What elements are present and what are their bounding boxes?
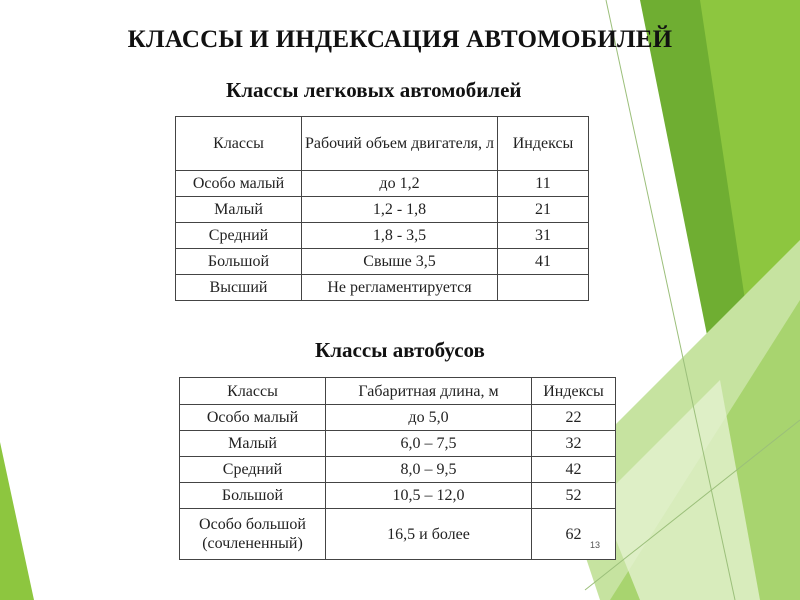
table-cell: Малый xyxy=(180,431,326,457)
table-cell: 62 xyxy=(532,509,616,560)
table-row xyxy=(176,249,589,275)
left-stripe xyxy=(0,442,34,600)
table-cell: до 5,0 xyxy=(326,405,532,431)
table-header-row xyxy=(176,117,589,171)
table-row xyxy=(176,171,589,197)
table-row xyxy=(180,483,616,509)
page-number: 13 xyxy=(590,540,601,550)
slide-title: КЛАССЫ И ИНДЕКСАЦИЯ АВТОМОБИЛЕЙ xyxy=(127,26,673,53)
table-cell: 10,5 – 12,0 xyxy=(326,483,532,509)
header-cell: Классы xyxy=(176,117,302,171)
header-cell: Классы xyxy=(180,378,326,405)
table-cell: Особо большой (сочлененный) xyxy=(180,509,326,560)
table-row xyxy=(176,197,589,223)
table-cell: 6,0 – 7,5 xyxy=(326,431,532,457)
table-cell: Особо малый xyxy=(176,171,302,197)
table-cell: Большой xyxy=(176,249,302,275)
table-cell: Средний xyxy=(176,223,302,249)
table-cell: 21 xyxy=(498,197,589,223)
table-cell: 1,8 - 3,5 xyxy=(302,223,498,249)
table-cell: Особо малый xyxy=(180,405,326,431)
table-row xyxy=(176,275,589,301)
cars-table-title: Классы легковых автомобилей xyxy=(226,78,522,102)
table-cell: 16,5 и более xyxy=(326,509,532,560)
table-cell: 11 xyxy=(498,171,589,197)
table-cell: 52 xyxy=(532,483,616,509)
table-cell: Малый xyxy=(176,197,302,223)
table-cell: до 1,2 xyxy=(302,171,498,197)
table-row xyxy=(180,405,616,431)
buses-table xyxy=(179,377,616,560)
table-cell: 42 xyxy=(532,457,616,483)
table-cell xyxy=(498,275,589,301)
table-cell: 41 xyxy=(498,249,589,275)
table-cell: Средний xyxy=(180,457,326,483)
table-cell: 1,2 - 1,8 xyxy=(302,197,498,223)
table-cell: Высший xyxy=(176,275,302,301)
table-row xyxy=(180,431,616,457)
table-header-row xyxy=(180,378,616,405)
table-cell: 22 xyxy=(532,405,616,431)
table-row xyxy=(176,223,589,249)
table-cell: Свыше 3,5 xyxy=(302,249,498,275)
header-cell: Индексы xyxy=(498,117,589,171)
buses-table-title: Классы автобусов xyxy=(315,338,485,362)
table-cell: 8,0 – 9,5 xyxy=(326,457,532,483)
table-cell: Большой xyxy=(180,483,326,509)
table-cell: 32 xyxy=(532,431,616,457)
table-row xyxy=(180,457,616,483)
table-cell: 31 xyxy=(498,223,589,249)
header-cell: Габаритная длина, м xyxy=(326,378,532,405)
cars-table xyxy=(175,116,589,301)
header-cell: Индексы xyxy=(532,378,616,405)
table-row xyxy=(180,509,616,560)
header-cell: Рабочий объем двигателя, л xyxy=(302,117,498,171)
table-cell: Не регламентируется xyxy=(302,275,498,301)
